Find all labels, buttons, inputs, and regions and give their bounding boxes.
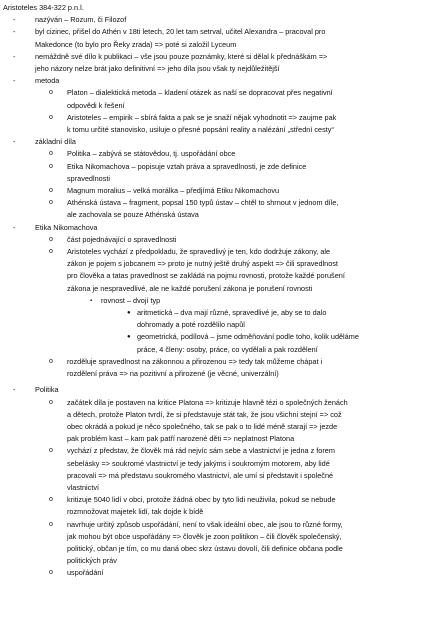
line-text: kritizuje 5040 lidí v obci, protože žádná obec by tyto lidi neuživila, pokud se nebude [67,495,336,505]
line-text: vychází z představ, že člověk má rád nejvíc sám sebe a vlastnictví je jedna z forem [67,446,335,456]
bullet-marker: - [13,51,16,61]
line-text: Politika [35,385,59,395]
bullet-marker: o [49,398,53,406]
line-text: Etika Nikomachova [35,222,98,232]
bullet-marker: - [13,137,16,147]
outline-line [3,458,431,470]
bullet-marker: - [13,385,16,395]
outline-line [3,543,431,555]
notes-list [3,14,431,579]
bullet-marker: o [49,496,53,504]
line-text: nemáždně své dílo k publikaci – vše jsou pouze poznámky, které si dělal k přednáškám => [35,51,328,61]
document-title: Aristoteles 384-322 p.n.l. [3,3,84,12]
outline-line [3,51,431,63]
outline-line [3,136,431,148]
outline-line [3,494,431,506]
outline-line [3,222,431,234]
outline-line [3,319,431,331]
line-text: Platon – dialektická metoda – kladení otázek as naší se dopracovat přes negativní [67,88,333,98]
line-text: jak mohou být obce uspořádány => člověk je zoon politikon – čili člověk společenský, [67,531,342,541]
line-text: Etika Nikomachova – popisuje vztah práva a spravedlnosti, je zde definice [67,161,307,171]
line-text: práce, 4 členy: osoby, práce, co vydělali a pak rozdělení [137,344,318,354]
line-text: pak problém kast – kam pak patří narozené děti => neplatnost Platona [67,434,295,444]
outline-line [3,173,431,185]
line-text: Athénská ústava – fragment, popsal 150 typů ústav – chtěl to shrnout v jednom díle, [67,198,339,208]
outline-line [3,368,431,380]
outline-line [3,344,431,356]
line-text: ale zachovala se pouze Athénská ústava [67,210,199,220]
line-text: a dětech, protože Platon tvrdí, že si představuje stát tak, že jsou všichni stejní => což [67,409,342,419]
outline-line [3,482,431,494]
outline-line [3,506,431,518]
outline-line [3,397,431,409]
line-text: Aristoteles – empirik – sbírá fakta a pak se je snaží nějak vyhodnotit => zaujme pak [67,112,337,122]
outline-line [3,148,431,160]
outline-line [3,39,431,51]
line-text: rozmnožovat majetek lidí, tak dojde k bídě [67,507,204,517]
line-text: Makedonce (to bylo pro Řeky zrada) => poté si založil Lyceum [35,39,237,49]
outline-line [3,295,431,307]
outline-line [3,112,431,124]
outline-line [3,433,431,445]
bullet-marker: o [49,357,53,365]
outline-line [3,63,431,75]
line-text: rozdělení práva => na pozitivní a přirozené (je věcné, univerzální) [67,369,279,379]
line-text: uspořádání [67,568,104,578]
line-text: rozděluje spravedlnost na zákonnou a přirozenou => tedy tak můžeme chápat i [67,356,323,366]
line-text: Magnum moralius – velká morálka – předjímá Etiku Nikomachovu [67,186,280,196]
outline-line [3,234,431,246]
outline-line [3,384,431,396]
outline-line [3,185,431,197]
bullet-marker: - [13,27,16,37]
bullet-marker: o [49,569,53,577]
bullet-marker: - [13,222,16,232]
outline-line [3,531,431,543]
line-text: nazýván – Rozum, či Filozof [35,15,127,25]
outline-line [3,87,431,99]
line-text: zákona je nespravedlivé, ale ne každé porušení zákona je porušení rovnosti [67,283,313,293]
line-text: část pojednávající o spravedlnosti [67,234,177,244]
bullet-marker: o [49,89,53,97]
bullet-marker: - [13,76,16,86]
outline-line [3,555,431,567]
line-text: metoda [35,76,60,86]
line-text: vlastnictví [67,482,100,492]
outline-line [3,519,431,531]
outline-line [3,356,431,368]
line-text: dohromady a poté rozdělilo napůl [137,320,245,330]
outline-line [3,307,431,319]
line-text: Politika – zabývá se státovědou, tj. uspořádání obce [67,149,236,159]
line-text: Aristoteles vychází z předpokladu, že spravedlivý je ten, kdo dodržuje zákony, ale [67,247,331,257]
bullet-marker: o [49,235,53,243]
outline-line [3,124,431,136]
outline-line [3,421,431,433]
line-text: základní díla [35,137,76,147]
outline-line [3,409,431,421]
line-text: jeho názory nelze brát jako definitivní => jeho díla jsou však ty nejdůležitější [35,64,280,74]
line-text: aritmetická – dva mají různé, spravedlivé je, aby se to dalo [137,308,327,318]
line-text: pracovali => má představu soukromého vlastnictví, ale umí si představit i společné [67,470,334,480]
line-text: rovnost – dvojí typ [101,295,161,305]
line-text: odpovědi k řešení [67,100,125,110]
line-text: geometrická, podílová – jsme odměňování podle toho, kolik uděláme [137,332,359,342]
outline-line [3,445,431,457]
outline-line [3,14,431,26]
line-text: pro člověka a tatas pravedlnost se zakládá na pojmu rovnosti, protože každé porušení [67,271,345,281]
outline-line [3,26,431,38]
bullet-marker: o [49,520,53,528]
outline-line [3,161,431,173]
outline-line [3,283,431,295]
line-text: politický, občan je tím, co mu daná obec skrz ústavu dovolí, čili definice občana podle [67,543,343,553]
bullet-marker: o [49,187,53,195]
bullet-marker: o [49,162,53,170]
bullet-marker: o [49,199,53,207]
outline-line [3,197,431,209]
line-text: začátek díla je postaven na kritice Platona => kritizuje hlavně tézi o společných ženách [67,397,348,407]
outline-line [3,470,431,482]
outline-line [3,258,431,270]
line-text: obec okrádá a pokud je něco společného, tak se pak o to lidé méně starají => jezde [67,421,338,431]
line-text: byl cizinec, přišel do Athén v 18ti letech, 20 let tam setrval, učitel Alexandra – pracoval pro [35,27,326,37]
bullet-marker: ▪ [90,297,93,304]
bullet-marker: ● [127,334,131,341]
document-page [3,2,431,580]
bullet-marker: ● [127,310,131,317]
bullet-marker: o [49,248,53,256]
bullet-marker: o [49,447,53,455]
bullet-marker: o [49,113,53,121]
line-text: spravedlnosti [67,173,110,183]
line-text: zákon je pojem s jobcanem => proto je nutný ještě druhý aspekt => čili spravedlnost [67,259,338,269]
outline-line [3,567,431,579]
outline-line [3,246,431,258]
line-text: k tomu určité stanovisko, usiluje o přesné popsání reality a nalézání „střední cesty“ [67,125,334,135]
bullet-marker: o [49,150,53,158]
outline-line [3,331,431,343]
line-text: politických práv [67,556,117,566]
line-text: navrhuje určitý způsob uspořádání, není to však ideální obec, ale jsou to různé formy, [67,519,343,529]
outline-line [3,270,431,282]
outline-line [3,100,431,112]
bullet-marker: - [13,15,16,25]
outline-line [3,209,431,221]
outline-line [3,75,431,87]
line-text: sebelásky => soukromé vlastnictví je tedy jakýms i soukromým motorem, aby lidé [67,458,330,468]
